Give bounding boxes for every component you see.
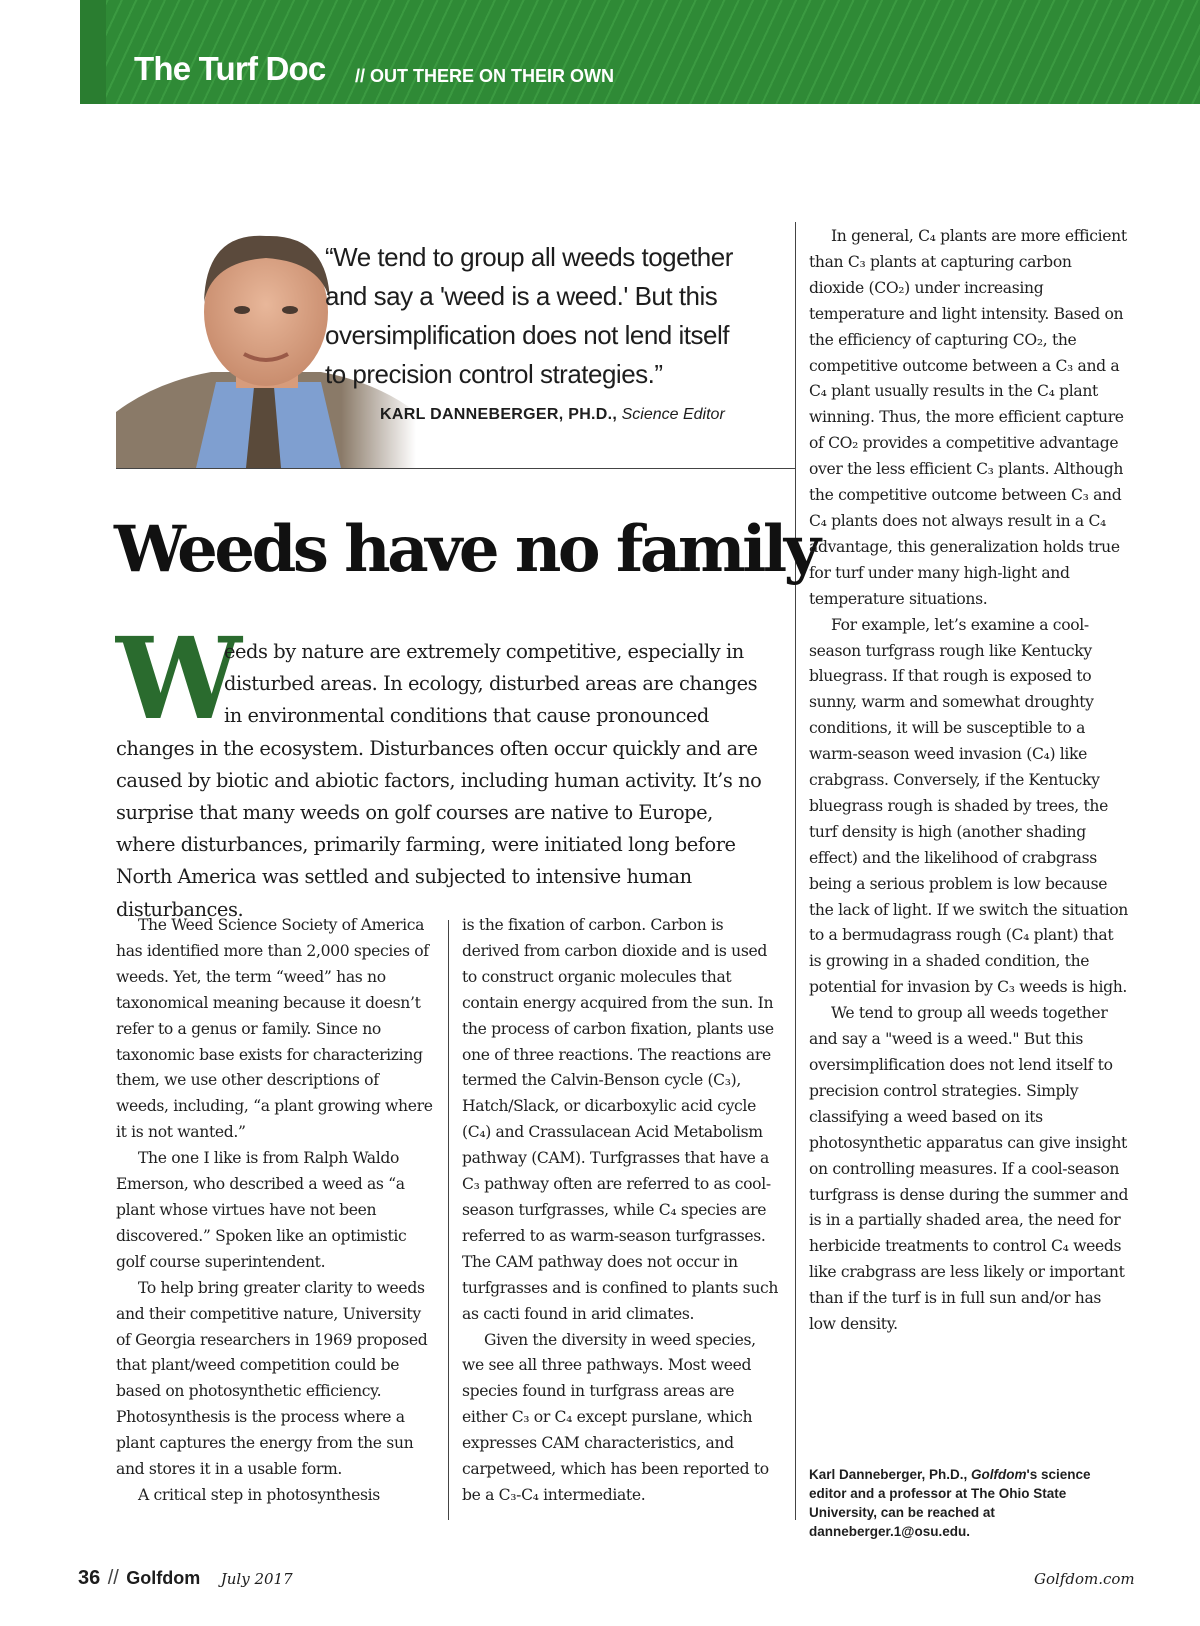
- pull-quote-attribution: [380, 406, 725, 424]
- paragraph: For example, let’s examine a cool-season turfgrass rough like Kentucky bluegrass. If that rough is exposed to sunny, warm and somewhat droughty conditions, it will be susceptible to a warm-season weed invasion (C₄) like crabgrass. Conversely, if the Kentucky bluegrass rough is shaded by trees, the turf density is high (another shading effect) and the likelihood of crabgrass being a serious problem is low because the lack of light. If we switch the situation to a bermudagrass rough (C₄ plant) that is growing in a shaded condition, the potential for invasion by C₃ weeds is high.: [809, 615, 1128, 997]
- bio-magazine: Golfdom: [971, 1467, 1027, 1482]
- footer-website: Golfdom.com: [1034, 1570, 1135, 1588]
- pull-quote-author: KARL DANNEBERGER, PH.D.,: [380, 406, 618, 423]
- column-divider-right: [795, 222, 796, 1520]
- column-title: The Turf Doc: [134, 50, 326, 87]
- column-divider-middle: [448, 920, 449, 1520]
- paragraph: The one I like is from Ralph Waldo Emerson, who described a weed as “a plant whose virtues have not been discovered.” Spoken like an optimistic golf course superintendent.: [116, 1149, 407, 1271]
- pull-quote-role: Science Editor: [621, 406, 725, 423]
- pull-quote: “We tend to group all weeds together and say a 'weed is a weed.' But this oversimplification does not lend itself to precision control strategies.”: [325, 242, 733, 389]
- paragraph: is the fixation of carbon. Carbon is derived from carbon dioxide and is used to construct organic molecules that contain energy acquired from the sun. In the process of carbon fixation, plants use one of three reactions. The reactions are termed the Calvin-Benson cycle (C₃), Hatch/Slack, or dicarboxylic acid cycle (C₄) and Crassulacean Acid Metabolism pathway (CAM). Turfgrasses that have a C₃ pathway often are referred to as cool-season turfgrasses, while C₄ species are referred to as warm-season turfgrasses. The CAM pathway does not occur in turfgrasses and is confined to plants such as cacti found in arid climates.: [462, 916, 779, 1323]
- paragraph: To help bring greater clarity to weeds and their competitive nature, University of Georgia researchers in 1969 proposed that plant/weed competition could be based on photosynthetic efficiency. Photosynthesis is the process where a plant captures the energy from the sun and stores it in a usable form.: [116, 1278, 428, 1479]
- page-number: 36: [78, 1567, 101, 1589]
- footer-date: July 2017: [220, 1570, 293, 1588]
- lede-text: eeds by nature are extremely competitive, especially in disturbed areas. In ecology, disturbed areas are changes in environmental conditions that cause pronounced changes in the ecosystem. Disturbances often occur quickly and are caused by biotic and abiotic factors, including human activity. It’s no surprise that many weeds on golf courses are native to Europe, where disturbances, primarily farming, were initiated long before North America was settled and subjected to intensive human disturbances.: [116, 640, 762, 921]
- article-column-2: [462, 913, 780, 1509]
- column-subtitle: // OUT THERE ON THEIR OWN: [355, 66, 614, 86]
- paragraph: We tend to group all weeds together and say a "weed is a weed." But this oversimplification does not lend itself to precision control strategies. Simply classifying a weed based on its photosynthetic apparatus can give insight on controlling measures. If a cool-season turfgrass is dense during the summer and is in a partially shaded area, the need for herbicide treatments to control C₄ weeds like crabgrass are less likely or important than if the turf is in full sun and/or has low density.: [809, 1004, 1129, 1334]
- author-bio: [809, 1465, 1109, 1541]
- footer-separator: //: [107, 1567, 119, 1589]
- footer-folio: [78, 1567, 293, 1590]
- quote-divider: [116, 468, 796, 469]
- bio-text-2: 's science editor and a professor at The Ohio State University, can be reached at danneberger.1@osu.edu.: [809, 1467, 1091, 1539]
- paragraph: Given the diversity in weed species, we see all three pathways. Most weed species found in turfgrass areas are either C₃ or C₄ except purslane, which expresses CAM characteristics, and carpetweed, which has been reported to be a C₃-C₄ intermediate.: [462, 1330, 769, 1504]
- bio-text-1: Karl Danneberger, Ph.D.,: [809, 1467, 972, 1482]
- drop-cap: W: [116, 614, 242, 745]
- paragraph: In general, C₄ plants are more efficient than C₃ plants at capturing carbon dioxide (CO₂) under increasing temperature and light intensity. Based on the efficiency of capturing CO₂, the competitive outcome between a C₃ and a C₄ plant usually results in the C₄ plant winning. Thus, the more efficient capture of CO₂ provides a competitive advantage over the less efficient C₃ plants. Although the competitive outcome between C₃ and C₄ plants does not always result in a C₄ advantage, this generalization holds true for turf under many high-light and temperature situations.: [809, 227, 1127, 608]
- paragraph: The Weed Science Society of America has identified more than 2,000 species of weeds. Yet, the term “weed” has no taxonomical meaning because it doesn’t refer to a genus or family. Since no taxonomic base exists for characterizing them, we use other descriptions of weeds, including, “a plant growing where it is not wanted.”: [116, 916, 433, 1142]
- article-headline: Weeds have no family: [114, 512, 818, 587]
- header-band-edge: [80, 0, 106, 104]
- article-lede: [116, 614, 770, 926]
- article-column-3: [809, 224, 1129, 1338]
- dropcap-spacer: [116, 636, 224, 728]
- article-column-1: [116, 913, 434, 1509]
- footer-magazine: Golfdom: [126, 1568, 201, 1588]
- paragraph: A critical step in photosynthesis: [138, 1485, 380, 1504]
